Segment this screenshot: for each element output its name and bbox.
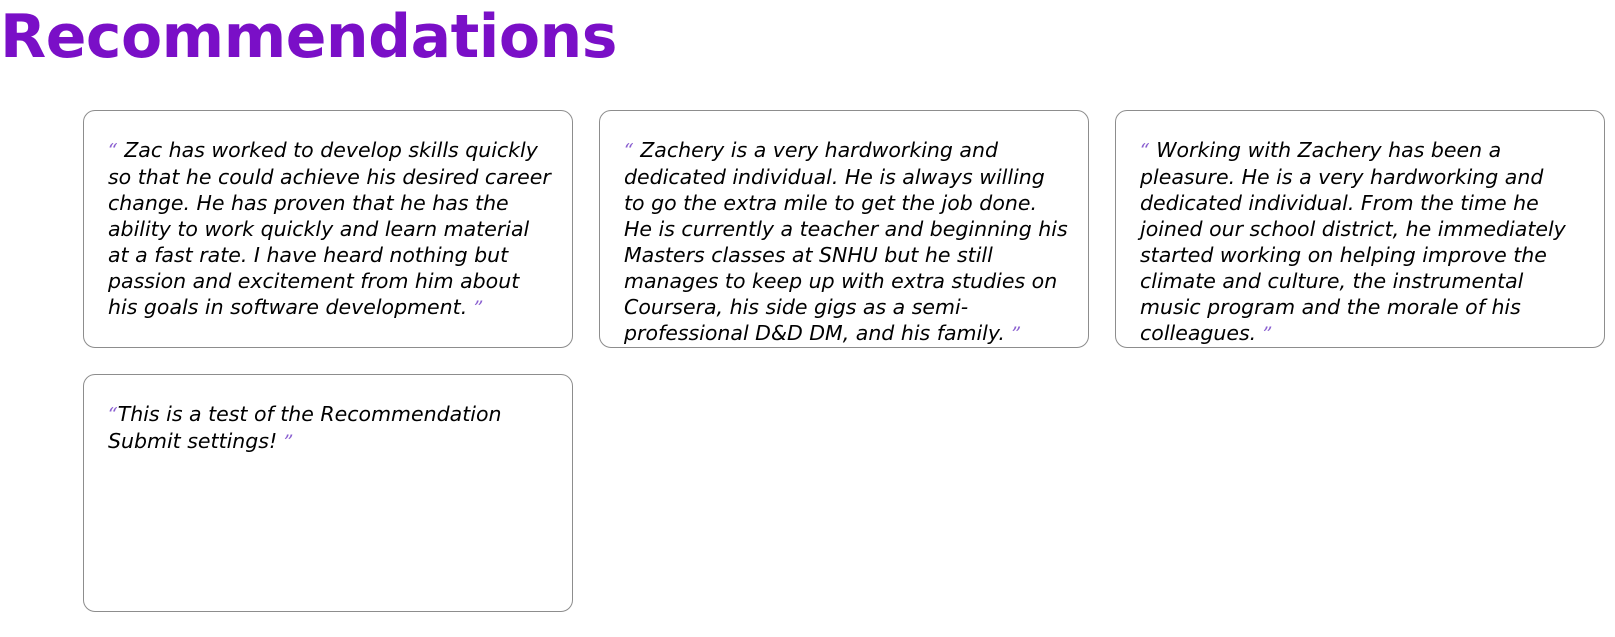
- recommendation-card: [1115, 110, 1605, 348]
- recommendation-card: [83, 374, 573, 612]
- recommendation-text: Zachery is a very hardworking and dedicated individual. He is always willing to go the extra mile to get the job done. He is currently a teacher and beginning his Masters classes at SNHU but he still manages to keep up with extra studies on Coursera, his side gigs as a semi-professional D&D DM, and his family.: [624, 138, 1068, 345]
- open-quote-icon: “: [1140, 140, 1150, 162]
- recommendation-card: [83, 110, 573, 348]
- section-title: Recommendations: [0, 2, 617, 72]
- recommendation-quote: [108, 137, 552, 321]
- recommendation-card: [599, 110, 1089, 348]
- open-quote-icon: “: [108, 140, 118, 162]
- open-quote-icon: “: [624, 140, 634, 162]
- close-quote-icon: ”: [473, 297, 484, 319]
- recommendation-quote: [1140, 137, 1584, 347]
- open-quote-icon: “: [108, 404, 118, 426]
- recommendations-grid: [83, 110, 1603, 612]
- close-quote-icon: ”: [283, 431, 294, 453]
- recommendation-quote: [624, 137, 1068, 347]
- recommendation-text: Working with Zachery has been a pleasure. He is a very hardworking and dedicated individual. From the time he joined our school district, he immediately started working on helping improve the climate and culture, the instrumental music program and the morale of his colleagues.: [1140, 138, 1566, 345]
- recommendation-quote: [108, 401, 552, 455]
- recommendation-text: Zac has worked to develop skills quickly so that he could achieve his desired career change. He has proven that he has the ability to work quickly and learn material at a fast rate. I have heard nothing but passion and excitement from him about his goals in software development.: [108, 138, 551, 319]
- recommendation-text: This is a test of the Recommendation Submit settings!: [108, 402, 502, 453]
- close-quote-icon: ”: [1011, 323, 1022, 345]
- close-quote-icon: ”: [1262, 323, 1273, 345]
